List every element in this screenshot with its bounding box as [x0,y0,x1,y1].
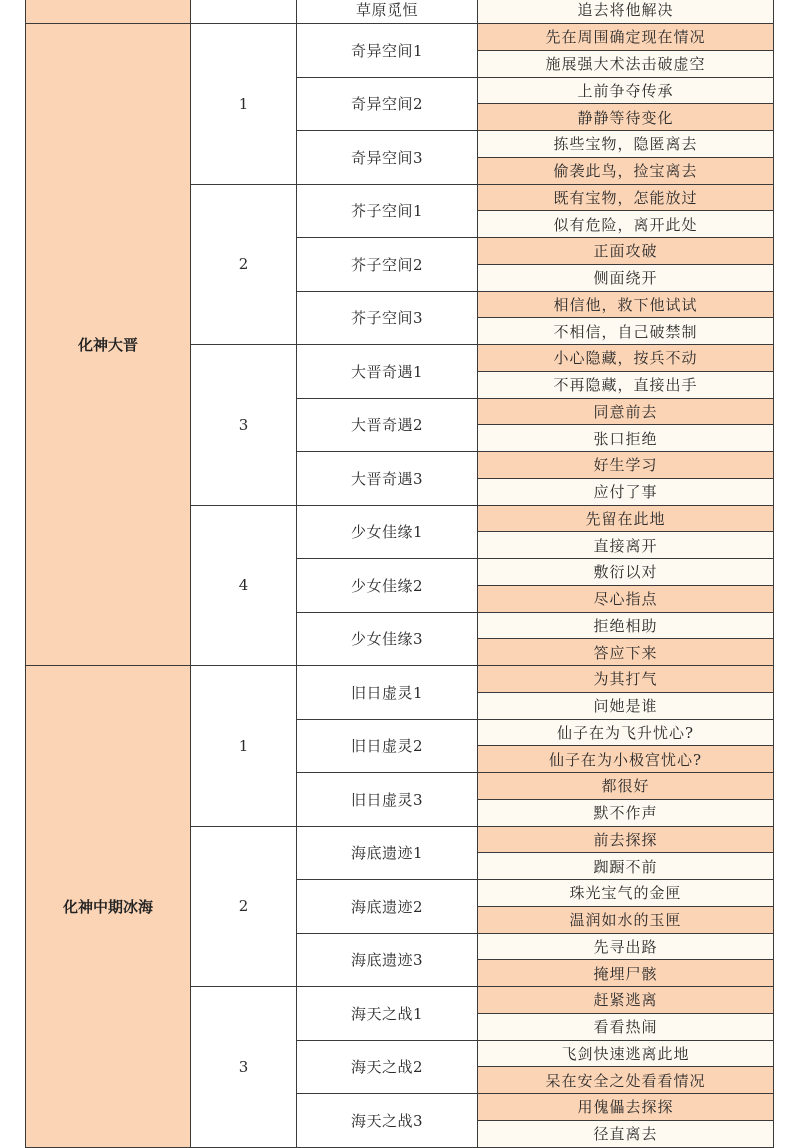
choice-cell: 踟蹰不前 [478,853,774,880]
choice-cell: 应付了事 [478,478,774,505]
choice-cell-recommended: 偷袭此鸟，捡宝离去 [478,157,774,184]
table-row [26,0,774,24]
choice-cell: 拣些宝物，隐匿离去 [478,131,774,158]
chapter-cell: 3 [191,987,297,1148]
chapter-cell: 1 [191,666,297,827]
chapter-cell: 2 [191,184,297,345]
event-cell: 海天之战2 [297,1040,478,1094]
choice-cell-recommended: 先留在此地 [478,505,774,532]
event-cell: 奇异空间2 [297,77,478,131]
table-row [26,24,774,51]
choice-cell-recommended: 呆在安全之处看看情况 [478,1067,774,1094]
choice-cell: 不再隐藏，直接出手 [478,371,774,398]
realm-cell: 化神中期冰海 [26,666,191,1148]
event-cell: 海天之战3 [297,1094,478,1148]
choice-cell-recommended: 小心隐藏，按兵不动 [478,345,774,372]
event-cell: 大晋奇遇2 [297,398,478,452]
choice-cell: 先寻出路 [478,933,774,960]
event-cell: 大晋奇遇3 [297,452,478,506]
choice-cell: 珠光宝气的金匣 [478,880,774,907]
choice-cell-recommended: 温润如水的玉匣 [478,906,774,933]
choice-cell: 仙子在为飞升忧心? [478,719,774,746]
choice-cell-recommended: 尽心指点 [478,585,774,612]
event-cell: 少女佳缘1 [297,505,478,559]
chapter-cell: 2 [191,826,297,987]
choice-cell-recommended: 掩埋尸骸 [478,960,774,987]
event-cell: 旧日虚灵2 [297,719,478,773]
choice-cell: 拒绝相助 [478,612,774,639]
choice-cell: 侧面绕开 [478,264,774,291]
choice-cell: 问她是谁 [478,692,774,719]
chapter-cell [191,0,297,24]
choice-cell-recommended: 答应下来 [478,639,774,666]
table-row [26,666,774,693]
event-cell: 芥子空间1 [297,184,478,238]
event-cell: 少女佳缘2 [297,559,478,613]
choice-cell-recommended: 既有宝物，怎能放过 [478,184,774,211]
event-cell: 奇异空间3 [297,131,478,185]
choice-cell-recommended: 同意前去 [478,398,774,425]
choice-cell: 直接离开 [478,532,774,559]
event-cell: 芥子空间2 [297,238,478,292]
choice-cell: 追去将他解决 [478,0,774,24]
event-cell: 奇异空间1 [297,24,478,78]
choice-cell-recommended: 先在周围确定现在情况 [478,24,774,51]
choice-guide-table [25,0,774,1148]
choice-cell: 张口拒绝 [478,425,774,452]
table-body [26,0,774,1147]
choice-cell-recommended: 为其打气 [478,666,774,693]
event-cell: 海底遗迹1 [297,826,478,880]
event-cell: 芥子空间3 [297,291,478,345]
choice-cell-recommended: 用傀儡去探探 [478,1094,774,1121]
choice-cell-recommended: 赶紧逃离 [478,987,774,1014]
choice-cell-recommended: 好生学习 [478,452,774,479]
realm-cell: 化神大晋 [26,24,191,666]
event-cell: 海天之战1 [297,987,478,1041]
choice-cell: 不相信，自己破禁制 [478,318,774,345]
event-cell: 旧日虚灵1 [297,666,478,720]
choice-cell: 上前争夺传承 [478,77,774,104]
event-cell: 海底遗迹2 [297,880,478,934]
event-cell: 草原觅恒 [297,0,478,24]
choice-cell: 径直离去 [478,1120,774,1147]
choice-cell: 默不作声 [478,799,774,826]
chapter-cell: 4 [191,505,297,666]
choice-cell: 似有危险，离开此处 [478,211,774,238]
choice-cell-recommended: 相信他，救下他试试 [478,291,774,318]
chapter-cell: 3 [191,345,297,506]
choice-cell-recommended: 前去探探 [478,826,774,853]
choice-cell-recommended: 正面攻破 [478,238,774,265]
event-cell: 海底遗迹3 [297,933,478,987]
choice-cell: 施展强大术法击破虚空 [478,50,774,77]
event-cell: 少女佳缘3 [297,612,478,666]
choice-cell-recommended: 都很好 [478,773,774,800]
event-cell: 旧日虚灵3 [297,773,478,827]
chapter-cell: 1 [191,24,297,185]
choice-cell: 飞剑快速逃离此地 [478,1040,774,1067]
event-cell: 大晋奇遇1 [297,345,478,399]
choice-cell: 敷衍以对 [478,559,774,586]
choice-cell: 看看热闹 [478,1013,774,1040]
choice-cell-recommended: 仙子在为小极宫忧心? [478,746,774,773]
realm-cell [26,0,191,24]
choice-cell-recommended: 静静等待变化 [478,104,774,131]
